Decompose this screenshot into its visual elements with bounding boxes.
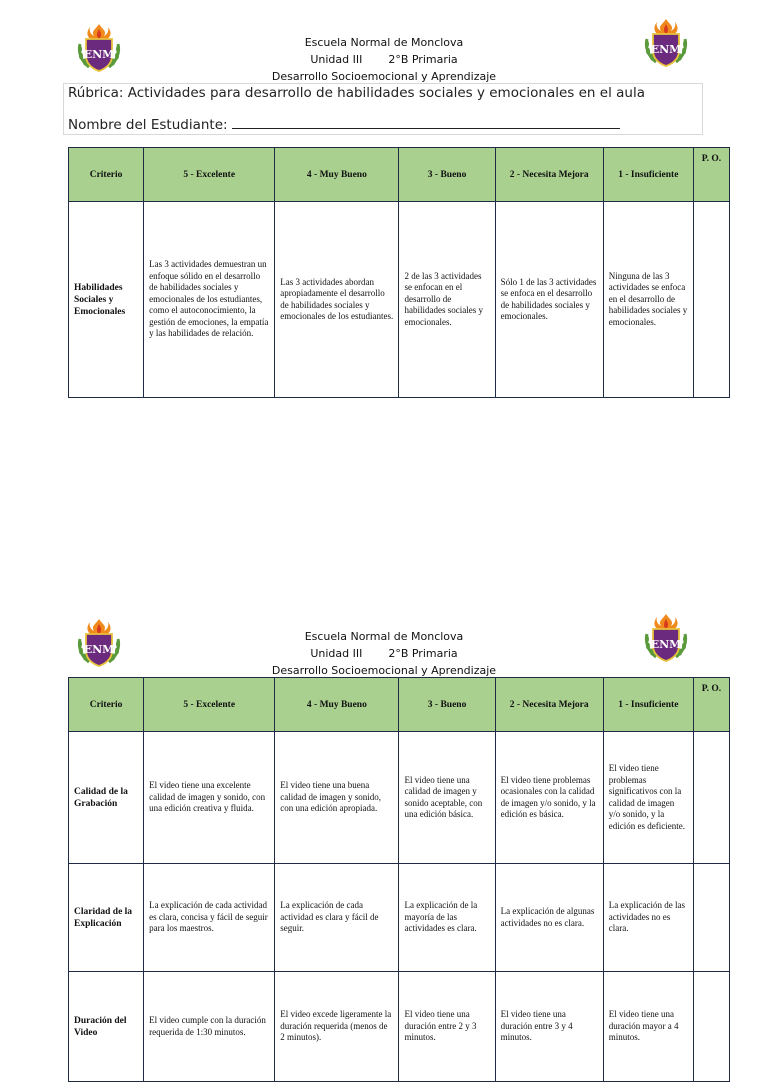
column-header-necesita-mejora: 2 - Necesita Mejora	[495, 148, 603, 202]
table-row	[69, 202, 730, 398]
descriptor-cell-necesita-mejora: El video tiene una duración entre 3 y 4 minutos.	[495, 972, 603, 1082]
column-header-insuficiente: 1 - Insuficiente	[603, 678, 693, 732]
unit-label: Unidad III	[310, 647, 363, 660]
descriptor-cell-insuficiente: El video tiene una duración mayor a 4 minutos.	[603, 972, 693, 1082]
rubric-table-2	[68, 677, 730, 1082]
column-header-muy-bueno: 4 - Muy Bueno	[275, 148, 399, 202]
table-row	[69, 972, 730, 1082]
descriptor-cell-insuficiente: Ninguna de las 3 actividades se enfoca en el desarrollo de habilidades sociales y emocionales.	[603, 202, 693, 398]
column-header-po: P. O.	[693, 678, 729, 732]
unit-group-line	[0, 51, 768, 68]
descriptor-cell-excelente: Las 3 actividades demuestran un enfoque sólido en el desarrollo de habilidades sociales y emocionales de los estudiantes, como el autoconocimiento, la gestión de emociones, la empatía y las habilidades de relación.	[144, 202, 275, 398]
logo-text: ENM	[650, 638, 682, 651]
descriptor-cell-insuficiente: La explicación de las actividades no es clara.	[603, 864, 693, 972]
descriptor-cell-muy-bueno: El video excede ligeramente la duración requerida (menos de 2 minutos).	[275, 972, 399, 1082]
criterion-cell: Duración del Video	[69, 972, 144, 1082]
descriptor-cell-necesita-mejora: El video tiene problemas ocasionales con la calidad de imagen y/o sonido, y la edición es básica.	[495, 732, 603, 864]
column-header-insuficiente: 1 - Insuficiente	[603, 148, 693, 202]
descriptor-cell-bueno: 2 de las 3 actividades se enfocan en el desarrollo de habilidades sociales y emocionales.	[399, 202, 495, 398]
unit-group-line	[0, 645, 768, 662]
descriptor-cell-muy-bueno: Las 3 actividades abordan apropiadamente el desarrollo de habilidades sociales y emocionales de los estudiantes.	[275, 202, 399, 398]
points-cell[interactable]	[693, 972, 729, 1082]
student-name-field	[68, 117, 620, 133]
logo-text: ENM	[83, 643, 115, 656]
column-header-po: P. O.	[693, 148, 729, 202]
rubric-title: Rúbrica: Actividades para desarrollo de habilidades sociales y emocionales en el aula	[68, 85, 645, 101]
column-header-criterio: Criterio	[69, 148, 144, 202]
points-cell[interactable]	[693, 202, 729, 398]
column-header-excelente: 5 - Excelente	[144, 678, 275, 732]
unit-label: Unidad III	[310, 53, 363, 66]
column-header-necesita-mejora: 2 - Necesita Mejora	[495, 678, 603, 732]
column-header-excelente: 5 - Excelente	[144, 148, 275, 202]
points-cell[interactable]	[693, 732, 729, 864]
course-name: Desarrollo Socioemocional y Aprendizaje	[271, 664, 497, 677]
descriptor-cell-muy-bueno: El video tiene una buena calidad de imagen y sonido, con una edición apropiada.	[275, 732, 399, 864]
column-header-bueno: 3 - Bueno	[399, 148, 495, 202]
descriptor-cell-bueno: La explicación de la mayoría de las actividades es clara.	[399, 864, 495, 972]
logo-text: ENM	[650, 43, 682, 56]
school-name: Escuela Normal de Monclova	[304, 630, 464, 643]
group-label: 2°B Primaria	[388, 647, 458, 660]
column-header-bueno: 3 - Bueno	[399, 678, 495, 732]
criterion-cell: Calidad de la Grabación	[69, 732, 144, 864]
rubric-table-1	[68, 147, 730, 398]
student-name-label: Nombre del Estudiante:	[68, 117, 228, 133]
table-row	[69, 732, 730, 864]
group-label: 2°B Primaria	[388, 53, 458, 66]
column-header-criterio: Criterio	[69, 678, 144, 732]
descriptor-cell-excelente: El video tiene una excelente calidad de imagen y sonido, con una edición creativa y fluida.	[144, 732, 275, 864]
student-name-line	[232, 117, 620, 129]
table-row	[69, 864, 730, 972]
criterion-cell: Claridad de la Explicación	[69, 864, 144, 972]
points-cell[interactable]	[693, 864, 729, 972]
descriptor-cell-bueno: El video tiene una duración entre 2 y 3 minutos.	[399, 972, 495, 1082]
criterion-cell: Habilidades Sociales y Emocionales	[69, 202, 144, 398]
descriptor-cell-excelente: El video cumple con la duración requerida de 1:30 minutos.	[144, 972, 275, 1082]
rubric-table-1-header	[69, 148, 730, 202]
descriptor-cell-muy-bueno: La explicación de cada actividad es clara y fácil de seguir.	[275, 864, 399, 972]
descriptor-cell-bueno: El video tiene una calidad de imagen y sonido aceptable, con una edición básica.	[399, 732, 495, 864]
descriptor-cell-necesita-mejora: La explicación de algunas actividades no es clara.	[495, 864, 603, 972]
rubric-table-2-header	[69, 678, 730, 732]
logo-text: ENM	[83, 48, 115, 61]
school-name: Escuela Normal de Monclova	[304, 36, 464, 49]
document-header	[0, 628, 768, 679]
descriptor-cell-insuficiente: El video tiene problemas significativos con la calidad de imagen y/o sonido, y la edición es deficiente.	[603, 732, 693, 864]
column-header-muy-bueno: 4 - Muy Bueno	[275, 678, 399, 732]
document-header	[0, 34, 768, 85]
descriptor-cell-necesita-mejora: Sólo 1 de las 3 actividades se enfoca en el desarrollo de habilidades sociales y emocionales.	[495, 202, 603, 398]
descriptor-cell-excelente: La explicación de cada actividad es clara, concisa y fácil de seguir para los maestros.	[144, 864, 275, 972]
course-name: Desarrollo Socioemocional y Aprendizaje	[271, 70, 497, 83]
